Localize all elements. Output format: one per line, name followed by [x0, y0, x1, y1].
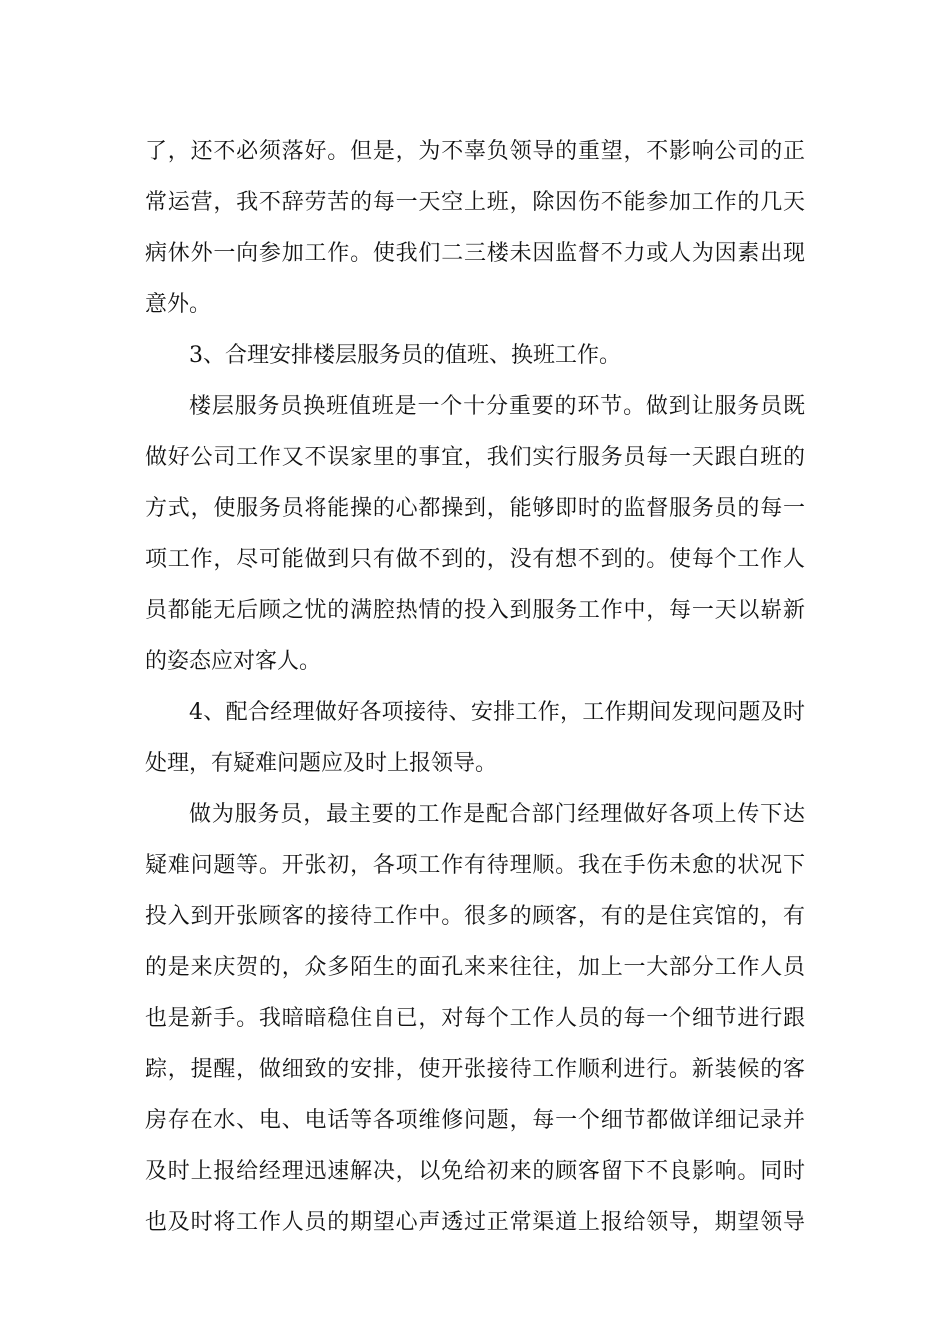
- text-line: 的是来庆贺的，众多陌生的面孔来来往往，加上一大部分工作人员: [145, 955, 805, 980]
- text-line: 及时上报给经理迅速解决，以免给初来的顾客留下不良影响。同时: [145, 1159, 805, 1184]
- text-line: 房存在水、电、电话等各项维修问题，每一个细节都做详细记录并: [145, 1108, 805, 1133]
- text-line: 也及时将工作人员的期望心声透过正常渠道上报给领导，期望领导: [145, 1210, 805, 1235]
- text-line: 常运营，我不辞劳苦的每一天空上班，除因伤不能参加工作的几天: [145, 190, 805, 215]
- text-line: 疑难问题等。开张初，各项工作有待理顺。我在手伤未愈的状况下: [145, 853, 805, 878]
- text-line: 的姿态应对客人。: [145, 649, 322, 674]
- document-page: [145, 126, 805, 1248]
- text-line: 处理，有疑难问题应及时上报领导。: [145, 751, 498, 776]
- text-line: 也是新手。我暗暗稳住自已，对每个工作人员的每一个细节进行跟: [145, 1006, 805, 1031]
- section-heading-4: 4、配合经理做好各项接待、安排工作，工作期间发现问题及时: [189, 700, 805, 725]
- text-line: 病休外一向参加工作。使我们二三楼未因监督不力或人为因素出现: [145, 241, 805, 266]
- text-line: 做为服务员，最主要的工作是配合部门经理做好各项上传下达: [189, 802, 805, 827]
- text-line: 员都能无后顾之忧的满腔热情的投入到服务工作中，每一天以崭新: [145, 598, 805, 623]
- text-line: 方式，使服务员将能操的心都操到，能够即时的监督服务员的每一: [145, 496, 805, 521]
- text-line: 做好公司工作又不误家里的事宜，我们实行服务员每一天跟白班的: [145, 445, 805, 470]
- text-line: 投入到开张顾客的接待工作中。很多的顾客，有的是住宾馆的，有: [145, 904, 805, 929]
- text-line: 项工作，尽可能做到只有做不到的，没有想不到的。使每个工作人: [145, 547, 805, 572]
- text-line: 楼层服务员换班值班是一个十分重要的环节。做到让服务员既: [189, 394, 805, 419]
- text-line: 踪，提醒，做细致的安排，使开张接待工作顺利进行。新装候的客: [145, 1057, 805, 1082]
- text-line: 了，还不必须落好。但是，为不辜负领导的重望，不影响公司的正: [145, 139, 805, 164]
- text-line: 意外。: [145, 292, 212, 317]
- section-heading-3: 3、合理安排楼层服务员的值班、换班工作。: [189, 343, 621, 368]
